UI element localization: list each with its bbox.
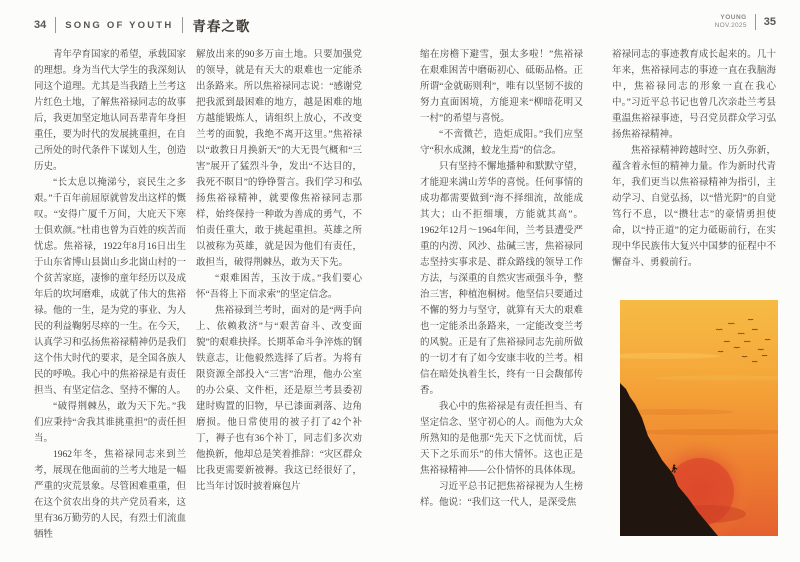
header-divider [55, 17, 56, 33]
paragraph: “长太息以掩涕兮，哀民生之多艰。”千百年前屈原就曾发出这样的慨叹。“安得广厦千万间，大庇天下寒士俱欢颜。”杜甫也曾为百姓的疾苦而忧虑。焦裕禄，1922年8月16日出生于山东省博山县崮山乡北崮山村的一个贫苦家庭，凄惨的童年经历以及成年后的坎坷磨难，成就了伟大的焦裕禄。他的一生，是为党的事业、为人民的利益鞠躬尽瘁的一生。在今天，认真学习和弘扬焦裕禄精神仍是我们这个伟大时代的要求，是全国各族人民的呼唤。我心中的焦裕禄是有责任担当、有坚定信念、坚持不懈的人。 [34, 178, 186, 396]
paragraph: “破得荆棘丛，敢为天下先。”我们应秉持“舍我其谁挑重担”的责任担当。 [34, 402, 186, 444]
brand-block [715, 14, 747, 30]
paragraph: 裕禄同志的事迹教育成长起来的。几十年来，焦裕禄同志的事迹一直在我脑海中，焦裕禄同志的形象一直在我心中。”习近平总书记也曾几次亲赴兰考县重温焦裕禄事迹，号召党员群众学习弘扬焦裕禄精神。 [612, 50, 776, 140]
paragraph: 焦裕禄到兰考时，面对的是“两手向上、依赖救济”与“艰苦奋斗、改变面貌”的艰难抉择。长期革命斗争淬炼的钢铁意志，让他毅然选择了后者。为将有限资源全部投入“三害”治理，他办公室的办公桌、文件柜，还是原兰考县委初建时购置的旧物，早已漆面剥落、边角磨损。他日常使用的被子打了42个补丁，褥子也有36个补丁，同志们多次劝他换新，他却总是笑着推辞：“灾区群众比我更需要新被褥。我这已经很好了，比当年讨饭时披着麻包片 [196, 306, 362, 492]
text-column-4 [612, 47, 776, 297]
text-column-1 [34, 47, 186, 547]
paragraph: “艰难困苦，玉汝于成。”我们要心怀“吾将上下而求索”的坚定信念。 [196, 274, 362, 300]
text-column-2 [196, 47, 362, 547]
paragraph: “不啻微芒，造炬成阳。”我们应坚守“积水成渊，蛟龙生焉”的信念。 [420, 130, 583, 156]
paragraph: 青年孕育国家的希望，承载国家的理想。身为当代大学生的我深刻认同这个道理。尤其是当我踏上兰考这片红色土地，了解焦裕禄同志的故事后，我更加坚定地认同吾辈青年身担重任，要为时代的发展挑重担，在自己所处的时代条件下谋划人生，创造历史。 [34, 50, 186, 172]
paragraph: 习近平总书记把焦裕禄视为人生榜样。他说：“我们这一代人，是深受焦 [420, 482, 583, 508]
magazine-title-cn: 青春之歌 [192, 19, 251, 34]
paragraph: 解放出来的90多万亩土地。只要加强党的领导，就是有天大的艰难也一定能杀出条路来。所以焦裕禄同志说：“感谢党把我派到最困难的地方，越是困难的地方越能锻炼人，请组织上放心，不改变兰考的面貌，我绝不离开这里。”焦裕禄以“敢教日月换新天”的大无畏气概和“三害”展开了猛烈斗争，发出“不达目的，我死不瞑目”的铮铮誓言。我们学习和弘扬焦裕禄精神，就要像焦裕禄同志那样，始终保持一种敢为善成的勇气，不怕责任重大，敢于挑起重担。英雄之所以被称为英雄，就是因为他们有责任，敢担当，破得荆棘丛，敢为天下先。 [196, 50, 362, 268]
sunset-climber-image [620, 300, 778, 536]
left-page-header [34, 15, 250, 35]
header-divider [755, 14, 756, 30]
right-page-number: 35 [763, 16, 776, 28]
paragraph: 1962年冬，焦裕禄同志来到兰考，展现在他面前的兰考大地是一幅严重的灾荒景象。尽管困难重重，但在这个贫农出身的共产党员看来，这里有36万勤劳的人民，有烈士们流血牺牲 [34, 450, 186, 540]
brand-name: YOUNG [720, 14, 747, 21]
left-page-number: 34 [34, 19, 47, 31]
issue-date: NOV.2025 [714, 22, 747, 29]
paragraph: 只有坚持不懈地播种和默默守望，才能迎来满山芳华的喜悦。任何事情的成功都需要做到“海不择细流，故能成其大；山不拒细壤，方能就其高”。1962年12月～1964年间，兰考县遭受严重的内涝、风沙、盐碱三害，焦裕禄同志坚持实事求是、群众路线的领导工作方法，与深重的自然灾害顽强斗争，整治三害，种植泡桐树。他坚信只要通过不懈的努力与坚守，就算有天大的艰难也一定能杀出条路来，一定能改变兰考的风貌。正是有了焦裕禄同志先前所做的一切才有了如今安康丰收的兰考。相信在暗处执着生长，终有一日会馥郁传香。 [420, 162, 583, 396]
sunset-illustration [620, 300, 778, 536]
paragraph: 缩在房檐下避雪，强太多啦！”焦裕禄在艰难困苦中磨砺初心、砥砺品格。正所谓“金就砺则利”，唯有以坚韧不拔的努力直面困境，方能迎来“柳暗花明又一村”的希望与喜悦。 [420, 50, 583, 124]
magazine-title-en: SONG OF YOUTH [65, 19, 174, 31]
right-page-header [715, 14, 776, 30]
header-divider [182, 17, 183, 33]
text-column-3 [420, 47, 583, 547]
paragraph: 焦裕禄精神跨越时空、历久弥新，蕴含着永恒的精神力量。作为新时代青年，我们更当以焦裕禄精神为指引，主动学习、自觉弘扬，以“惜光阴”的自觉笃行不息，以“攒壮志”的豪情勇担使命，以“持正道”的定力砥砺前行，在实现中华民族伟大复兴中国梦的征程中不懈奋斗、勇毅前行。 [612, 146, 776, 268]
paragraph: 我心中的焦裕禄是有责任担当、有坚定信念、坚守初心的人。而他为大众所熟知的是他那“先天下之忧而忧，后天下之乐而乐”的伟大情怀。这也正是焦裕禄精神——公仆情怀的具体体现。 [420, 402, 583, 476]
